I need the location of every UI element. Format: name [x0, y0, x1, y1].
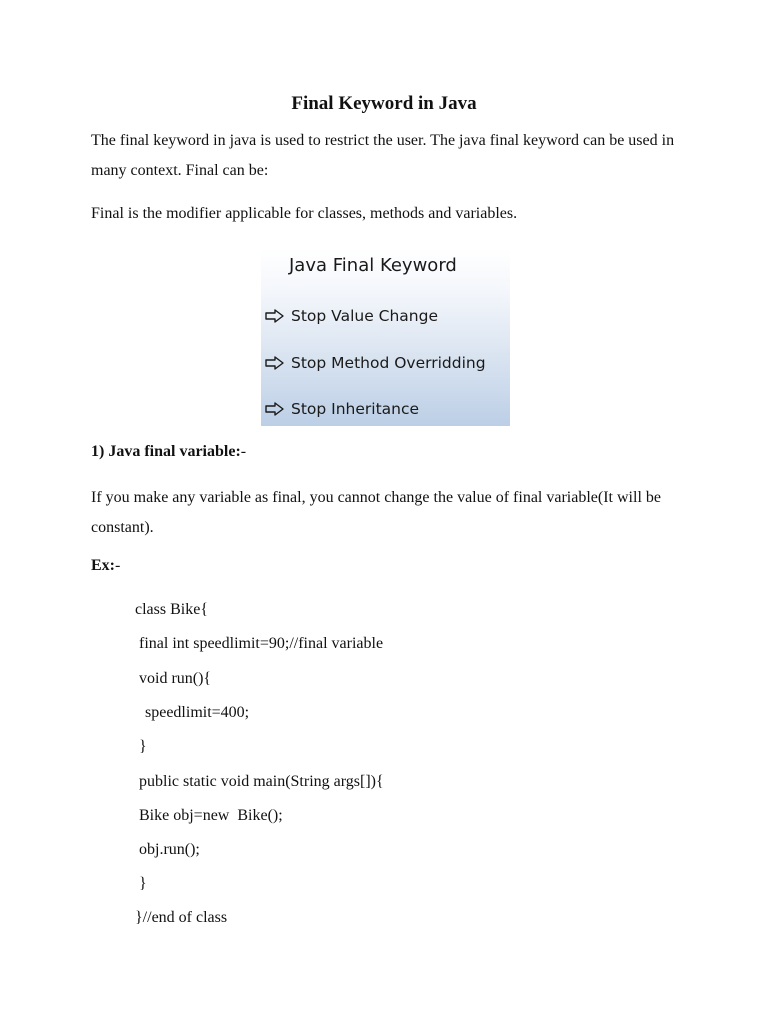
section-heading-bold: 1) Java final variable: [91, 443, 241, 460]
code-line: }//end of class [131, 909, 228, 926]
code-line: class Bike{ [135, 601, 208, 618]
figure-item-label: Stop Inheritance [291, 400, 420, 418]
code-line: public static void main(String args[]){ [135, 773, 384, 790]
modifier-paragraph: Final is the modifier applicable for classes, methods and variables. [91, 205, 518, 222]
code-line: } [135, 738, 147, 755]
code-line: Bike obj=new Bike(); [135, 807, 283, 824]
example-label-suffix: - [115, 557, 121, 574]
figure-title: Java Final Keyword [289, 255, 457, 276]
section-heading-suffix: - [240, 443, 247, 460]
figure-item-label: Stop Value Change [291, 307, 439, 325]
example-label-bold: Ex: [91, 557, 115, 574]
document-title: Final Keyword in Java [291, 93, 477, 114]
code-line: } [135, 875, 147, 892]
intro-paragraph: The final keyword in java is used to restrict the user. The java final keyword can be used in many context. Final can be: [91, 132, 675, 179]
code-line: void run(){ [135, 670, 212, 687]
final-variable-description: If you make any variable as final, you cannot change the value of final variable(It will be constant). [91, 489, 661, 536]
figure-item-label: Stop Method Overridding [291, 354, 486, 372]
code-line: obj.run(); [135, 841, 200, 858]
code-line: speedlimit=400; [137, 704, 250, 721]
code-line: final int speedlimit=90;//final variable [135, 635, 384, 652]
